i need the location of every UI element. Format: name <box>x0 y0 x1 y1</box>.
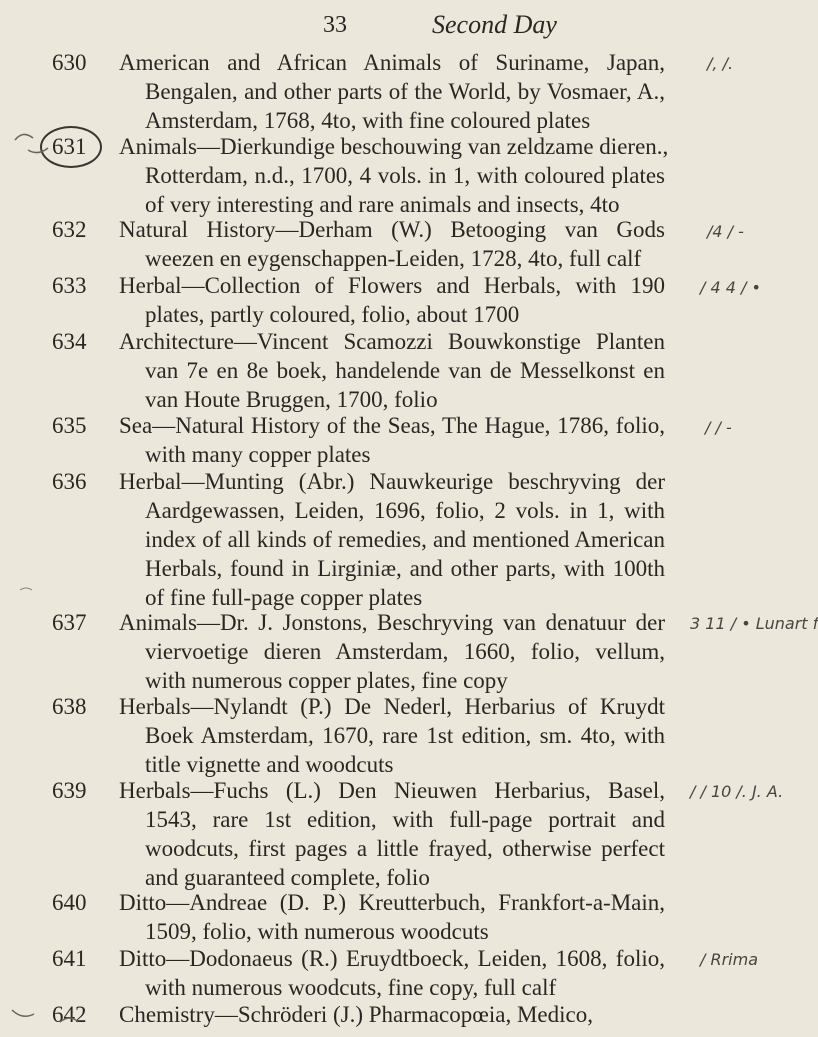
lot-description-line: Ditto—Andreae (D. P.) Kreutterbuch, Frankfort-a-Main, <box>119 890 665 915</box>
lot-number: 641 <box>52 946 87 971</box>
lot-description-line: Herbals—Fuchs (L.) Den Nieuwen Herbarius, Basel, <box>119 778 665 803</box>
handwritten-price-note: / Rrima <box>700 950 759 969</box>
lot-number: 630 <box>52 50 87 75</box>
lot-description-line: with numerous copper plates, fine copy <box>145 668 508 693</box>
lot-description-line: Architecture—Vincent Scamozzi Bouwkonstige Planten <box>119 329 665 354</box>
handwritten-price-note: / / - <box>705 418 732 437</box>
lot-description-line: index of all kinds of remedies, and mentioned American <box>145 527 665 552</box>
pencil-stroke <box>20 588 32 590</box>
lot-description <box>119 944 665 1002</box>
lot-description <box>119 1000 665 1029</box>
lot-description <box>119 608 665 695</box>
lot-number: 635 <box>52 413 87 438</box>
lot-description-line: 1543, rare 1st edition, with full-page portrait and <box>145 807 665 832</box>
lot-description-line: Herbal—Munting (Abr.) Nauwkeurige beschryving der <box>119 469 665 494</box>
lot-description-line: viervoetige dieren Amsterdam, 1660, folio, vellum, <box>145 639 665 664</box>
pencil-stroke <box>15 134 33 140</box>
lot-number: 632 <box>52 217 87 242</box>
page-header <box>0 8 800 44</box>
lot-number: 638 <box>52 694 87 719</box>
lot-description-line: Aardgewassen, Leiden, 1696, folio, 2 vols. in 1, with <box>145 498 665 523</box>
lot-number: 637 <box>52 610 87 635</box>
pencil-stroke <box>12 1010 34 1016</box>
lot-description <box>119 692 665 779</box>
handwritten-price-note: /4 / - <box>707 222 744 241</box>
lot-description-line: Sea—Natural History of the Seas, The Hague, 1786, folio, <box>119 413 665 438</box>
lot-description-line: 1509, folio, with numerous woodcuts <box>145 919 489 944</box>
lot-number: 634 <box>52 329 87 354</box>
lot-description-line: van Houte Bruggen, 1700, folio <box>145 387 438 412</box>
lot-description <box>119 132 669 219</box>
lot-description-line: Natural History—Derham (W.) Betooging van Gods <box>119 217 665 242</box>
lot-description-line: Herbal—Collection of Flowers and Herbals, with 190 <box>119 273 665 298</box>
lot-description-line: of fine full-page copper plates <box>145 585 423 610</box>
lot-description <box>119 215 665 273</box>
lot-description <box>119 327 665 414</box>
lot-number: 639 <box>52 778 87 803</box>
handwritten-price-note: 3 11 / • Lunart f <box>690 614 818 633</box>
lot-description-line: with numerous woodcuts, fine copy, full calf <box>145 975 557 1000</box>
lot-description-line: and guaranteed complete, folio <box>145 865 430 890</box>
lot-description-line: Chemistry—Schröderi (J.) Pharmacopœia, Medico, <box>119 1002 593 1027</box>
lot-description <box>119 776 665 892</box>
lot-description <box>119 271 665 329</box>
lot-description-line: woodcuts, first pages a little frayed, otherwise perfect <box>145 836 665 861</box>
lot-description-line: title vignette and woodcuts <box>145 752 394 777</box>
lot-description-line: Animals—Dierkundige beschouwing van zeldzame dieren., <box>119 134 669 159</box>
lot-description-line: Boek Amsterdam, 1670, rare 1st edition, sm. 4to, with <box>145 723 665 748</box>
lot-description-line: plates, partly coloured, folio, about 1700 <box>145 302 520 327</box>
lot-description-line: of very interesting and rare animals and insects, 4to <box>145 192 620 217</box>
running-head: Second Day <box>432 10 557 39</box>
lot-description-line: van 7e en 8e boek, handelende van de Messelkonst en <box>145 358 665 383</box>
lot-description-line: with many copper plates <box>145 442 371 467</box>
lot-description-line: Rotterdam, n.d., 1700, 4 vols. in 1, with coloured plates <box>145 163 665 188</box>
lot-description <box>119 48 665 135</box>
lot-description-line: Amsterdam, 1768, 4to, with fine coloured plates <box>145 108 591 133</box>
lot-number: 633 <box>52 273 87 298</box>
lot-number: 631 <box>52 134 87 159</box>
lot-number: 636 <box>52 469 87 494</box>
lot-description-line: weezen en eygenschappen-Leiden, 1728, 4to, full calf <box>145 246 642 271</box>
page-number: 33 <box>323 12 347 38</box>
lot-description-line: Bengalen, and other parts of the World, by Vosmaer, A., <box>145 79 665 104</box>
pencil-circle-mark <box>40 126 102 168</box>
lot-description <box>119 467 665 612</box>
lot-description-line: Animals—Dr. J. Jonstons, Beschryving van denatuur der <box>119 610 665 635</box>
lot-description-line: Herbals, found in Lirginiæ, and other parts, with 100th <box>145 556 665 581</box>
lot-description <box>119 411 665 469</box>
lot-number: 642 <box>52 1002 87 1027</box>
lot-description-line: Ditto—Dodonaeus (R.) Eruydtboeck, Leiden, 1608, folio, <box>119 946 665 971</box>
lot-number: 640 <box>52 890 87 915</box>
handwritten-price-note: / 4 4 / • <box>700 278 761 297</box>
lot-description-line: Herbals—Nylandt (P.) De Nederl, Herbarius of Kruydt <box>119 694 665 719</box>
handwritten-price-note: /, /. <box>707 54 734 73</box>
lot-description <box>119 888 665 946</box>
handwritten-price-note: / / 10 /. J. A. <box>690 782 784 801</box>
lot-description-line: American and African Animals of Suriname, Japan, <box>119 50 665 75</box>
